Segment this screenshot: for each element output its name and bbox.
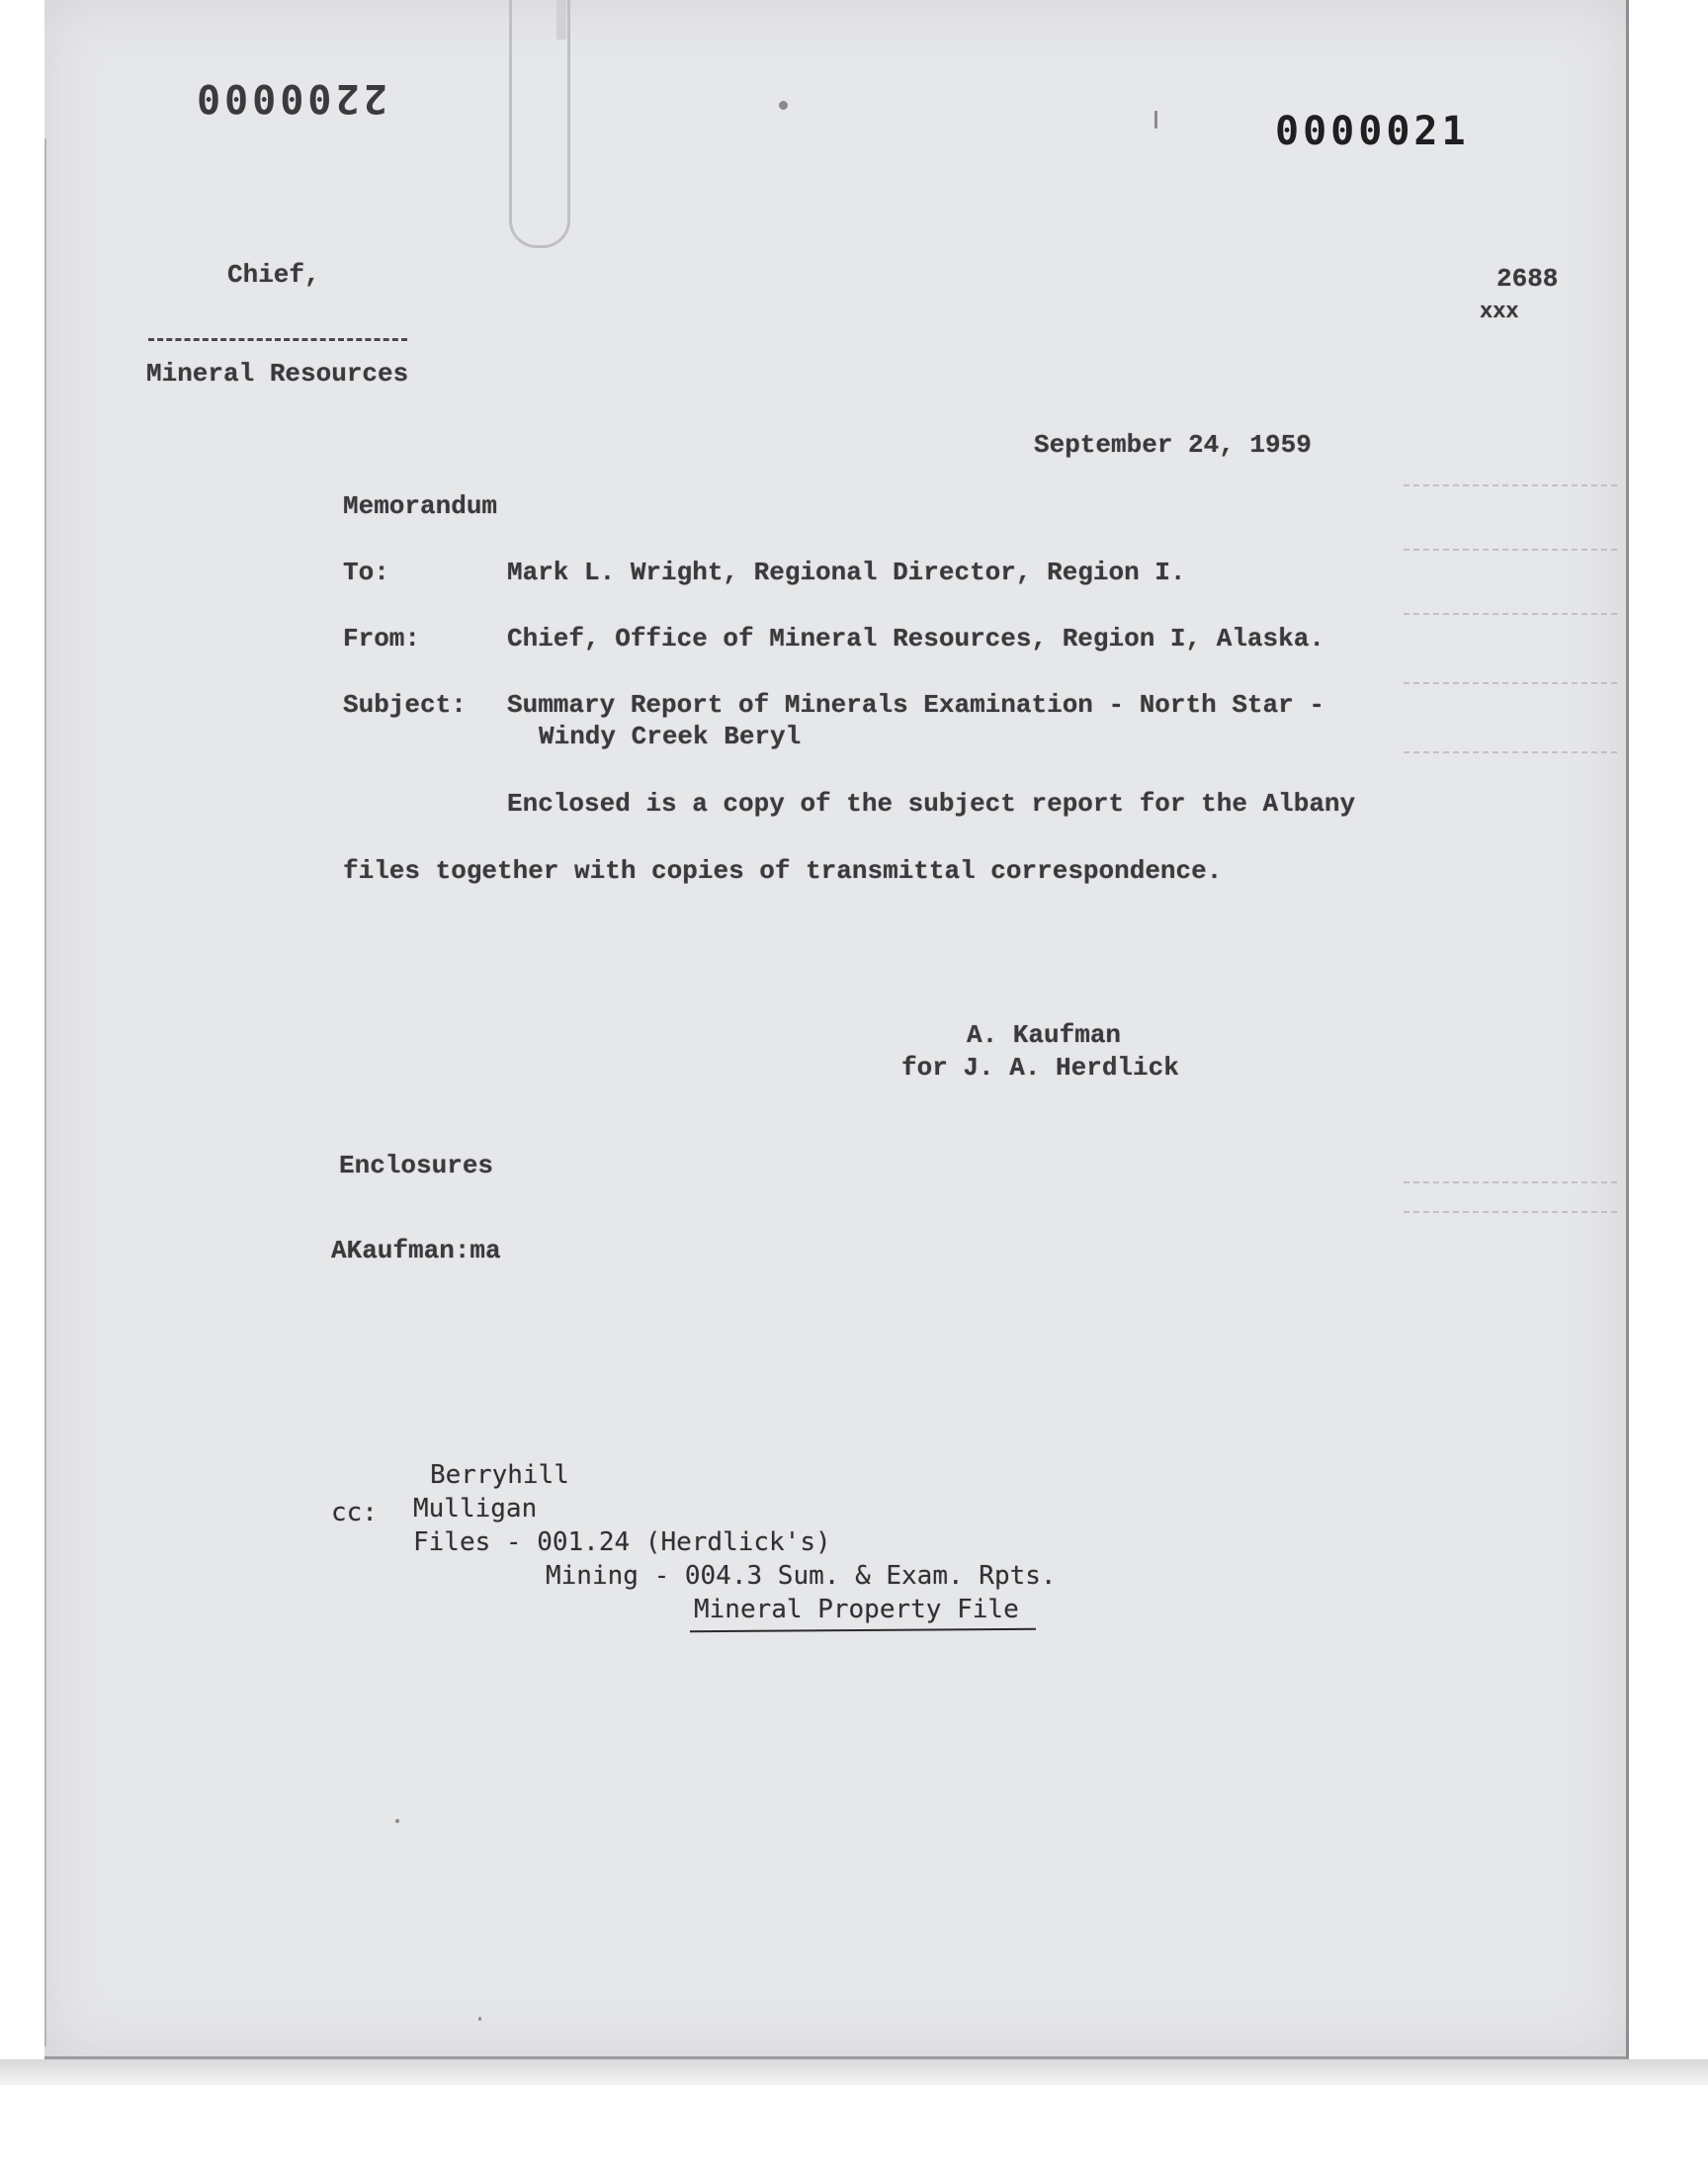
bleed-through-mark [1404,484,1621,486]
signature-for: for J. A. Herdlick [901,1053,1179,1083]
speck [395,1819,399,1823]
stamp-number: 0000021 [1275,109,1470,154]
cc-item: Files - 001.24 (Herdlick's) [413,1527,831,1557]
cc-item-underlined: Mineral Property File [694,1595,1019,1624]
cc-item: Mulligan [413,1494,538,1523]
file-number: 2688 [1496,264,1559,294]
speck [1154,111,1157,129]
bleed-through-mark [1404,1211,1621,1213]
office-title: Chief, [227,260,320,290]
subject-line-1: Summary Report of Minerals Examination - North Star - [507,690,1324,720]
memo-page [44,0,1629,2059]
bleed-through-mark [1404,1181,1621,1183]
to-label: To: [343,558,389,587]
page-edge [44,138,46,2046]
subject-label: Subject: [343,690,467,720]
paperclip-tip [556,0,566,40]
from-label: From: [343,624,421,653]
memo-date: September 24, 1959 [1034,430,1312,460]
office-name: Mineral Resources [146,359,409,389]
subject-line-2: Windy Creek Beryl [539,722,802,751]
file-mark: xxx [1480,300,1519,324]
enclosures-label: Enclosures [339,1151,494,1180]
body-line-1: Enclosed is a copy of the subject report for the Albany [507,789,1356,819]
memo-type: Memorandum [343,491,498,521]
signature-name: A. Kaufman [967,1020,1122,1050]
bleed-through-mark [1404,682,1621,684]
typist-initials: AKaufman:ma [331,1236,501,1265]
speck [478,2017,481,2021]
cc-item: Berryhill [430,1460,569,1490]
speck [779,101,788,110]
scan-bottom-edge [0,2059,1708,2085]
body-line-2: files together with copies of transmittal correspondence. [343,856,1223,886]
from-value: Chief, Office of Mineral Resources, Region I, Alaska. [507,624,1324,653]
bleed-through-mark [1404,751,1621,753]
cc-item: Mining - 004.3 Sum. & Exam. Rpts. [546,1561,1057,1591]
to-value: Mark L. Wright, Regional Director, Region I. [507,558,1186,587]
stamp-number-flipped: 2200000 [193,75,387,121]
bleed-through-mark [1404,549,1621,551]
bleed-through-mark [1404,613,1621,615]
cc-label: cc: [331,1498,378,1527]
separator-line [148,338,407,341]
